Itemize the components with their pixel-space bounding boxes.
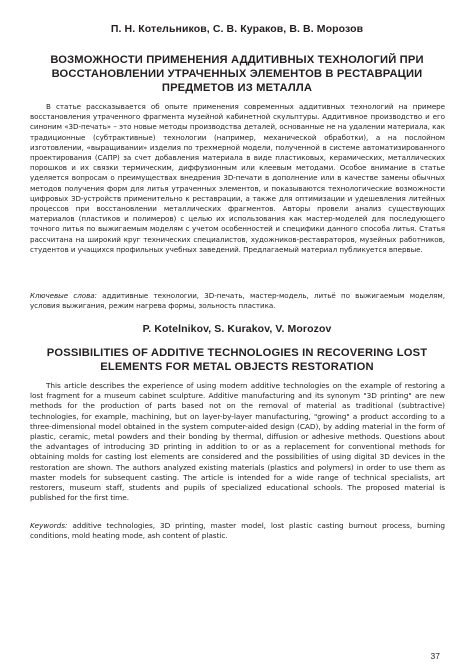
title-ru: ВОЗМОЖНОСТИ ПРИМЕНЕНИЯ АДДИТИВНЫХ ТЕХНОЛОГИЙ ПРИ ВОССТАНОВЛЕНИИ УТРАЧЕННЫХ ЭЛЕМЕНТОВ В РЕСТАВРАЦИИ ПРЕДМЕТОВ ИЗ МЕТАЛЛА [50,54,424,95]
keywords-en [30,521,445,541]
keywords-ru [30,291,445,311]
abstract-en: This article describes the experience of using modern additive technologies on the example of restoring a lost fragment for a museum cabinet sculpture. Additive manufacturing and its synonym "3D printing" are new methods for the production of parts based not on the removal of material as traditional (subtractive) technologies, for example, machining, but on layer-by-layer manufacturing, "growing" a product according to a three-dimensional model obtained in the system computer-aided design (CAD), by adding material in the form of plastic, ceramic, metal powders and their bonding by thermal, diffusion or adhesive methods. Questions about the advantages of introducing 3D printing in addition to or as a replacement for conventional methods for obtaining molds for casting lost elements are considered and the possibilities of using digital 3D devices in the restoration are shown. The authors analyzed existing materials (plastics and polymers) in order to use them as master models for subsequent casting. The article is intended for a wide range of technical specialists, art restorers, museum staff, students and pupils of specialized educational schools. The proposed material is published for the first time. [30,381,445,503]
keywords-text-ru: аддитивные технологии, 3D-печать, мастер-модель, литьё по выжигаемым моделям, условия выжигания, режим нагрева формы, зольность пластика. [30,291,445,311]
page-number: 37 [430,651,440,661]
keywords-label-en: Keywords: [30,521,68,530]
abstract-ru: В статье рассказывается об опыте применения современных аддитивных технологий на примере восстановления утраченного фрагмента музейной кабинетной скульптуры. Аддитивное производство и его синоним «3D-печать» – это новые методы производства деталей, основанные не на удалении материала, как традиционные (субтрактивные) технологии (например, механической обработки), а на послойном изготовлении, «выращивании» изделия по трехмерной модели, полученной в системе автоматизированного проектирования (САПР) за счет добавления материала в виде пластиковых, керамических, металлических порошков и их связки термическим, диффузионным или клеевым методами. Особое внимание в статье уделяется вопросам о преимуществах внедрения 3D-печати в дополнение или в качестве замены обычных методов получения форм для литья утраченных элементов, и показываются технологические возможности цифровых 3D-устройств применительно к реставрации, а также для оптимизации и удешевления литейных процессов при восстановлении металлических фрагментов. Авторы провели анализ существующих материалов (пластиков и полимеров) с целью их использования как мастер-моделей для последующего точного литья по выжигаемым моделям с учетом особенностей и специфики данного способа литья. Статья рассчитана на широкий круг технических специалистов, художников-реставраторов, музейных работников, студентов и учащихся профильных учебных заведений. Предлагаемый материал публикуется впервые. [30,102,445,254]
authors-en: P. Kotelnikov, S. Kurakov, V. Morozov [142,323,332,335]
title-en: POSSIBILITIES OF ADDITIVE TECHNOLOGIES IN RECOVERING LOST ELEMENTS FOR METAL OBJECTS RESTORATION [46,347,428,374]
authors-ru: П. Н. Котельников, С. В. Кураков, В. В. Морозов [110,23,364,35]
keywords-text-en: additive technologies, 3D printing, master model, lost plastic casting burnout process, burning conditions, mold heating mode, ash content of plastic. [30,521,445,541]
keywords-label-ru: Ключевые слова: [30,291,97,300]
